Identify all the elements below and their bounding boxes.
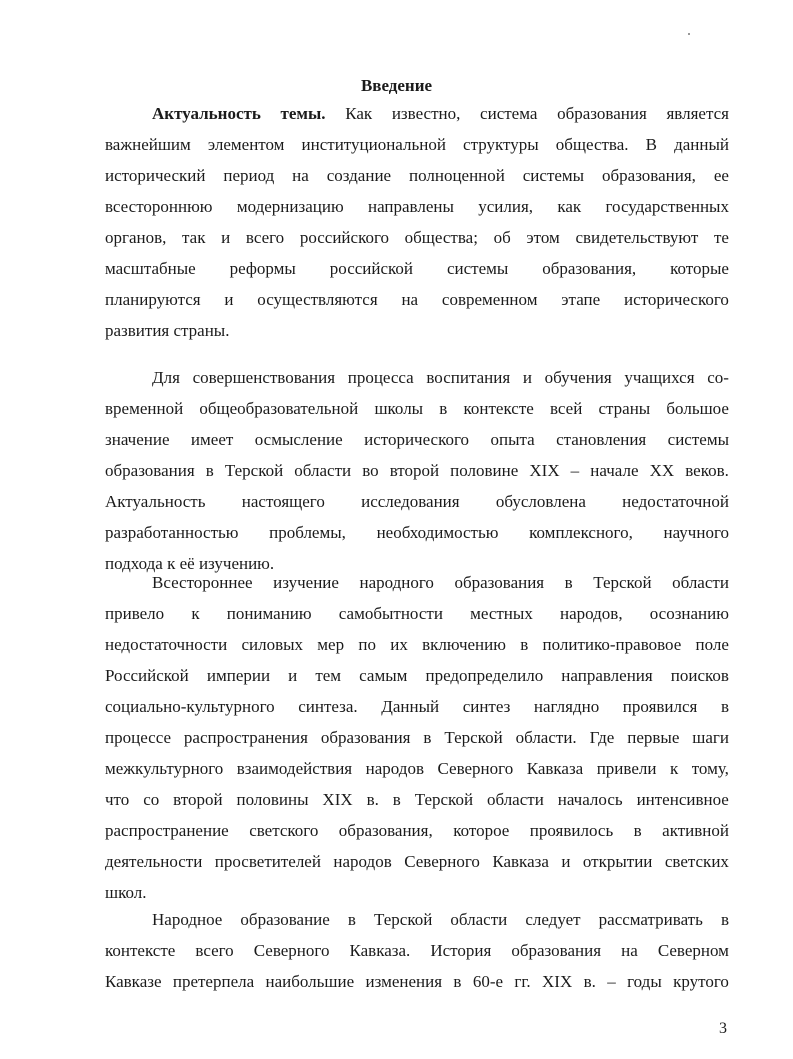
word: образования	[105, 461, 195, 480]
word: общества.	[555, 135, 629, 154]
word: которые	[670, 259, 729, 278]
word: претерпела	[172, 972, 255, 991]
word: недостаточной	[622, 492, 729, 511]
word: 60-е	[472, 972, 504, 991]
word: годы	[627, 972, 662, 991]
word: их	[390, 635, 408, 654]
word: государственных	[605, 197, 729, 216]
word: планируются	[105, 290, 201, 309]
word: образования,	[602, 166, 696, 185]
word: временной	[105, 399, 184, 418]
word: что	[105, 790, 130, 809]
word: Российской	[105, 666, 189, 685]
word: наибольшие	[265, 972, 355, 991]
word: образования,	[542, 259, 637, 278]
word: Северном	[657, 941, 729, 960]
word: –	[607, 972, 616, 991]
word: мер	[317, 635, 345, 654]
word: привело	[105, 604, 165, 623]
word: Северного	[437, 759, 514, 778]
word: народов	[333, 852, 392, 871]
word: комплексного,	[529, 523, 633, 542]
word: просветителей	[214, 852, 321, 871]
word: системы	[522, 166, 585, 185]
paragraph-3-line-7	[105, 757, 729, 781]
word: по	[358, 635, 376, 654]
word: исторического	[364, 430, 470, 449]
word: Терской	[593, 573, 652, 592]
word: этом	[526, 228, 560, 247]
word: ее	[713, 166, 729, 185]
word: синтеза.	[298, 697, 358, 716]
word: образования,	[338, 821, 433, 840]
paragraph-2-line-3	[105, 428, 729, 452]
word: учащихся	[624, 368, 695, 387]
word: страны.	[173, 321, 230, 340]
word: изменения	[365, 972, 443, 991]
word: большое	[666, 399, 729, 418]
paragraph-3-line-11	[105, 881, 147, 905]
word: осмысление	[254, 430, 343, 449]
word: этапе	[561, 290, 601, 309]
word: образования	[557, 104, 647, 123]
word: самым	[359, 666, 408, 685]
word: так	[182, 228, 206, 247]
word: настоящего	[241, 492, 325, 511]
word: к	[191, 604, 200, 623]
bold-word: Актуальность	[152, 104, 261, 123]
word: проявился	[622, 697, 698, 716]
paragraph-3-line-9	[105, 819, 729, 843]
word: контексте	[463, 399, 534, 418]
paragraph-3-line-10	[105, 850, 729, 874]
word: к	[167, 554, 176, 573]
word: начале	[590, 461, 639, 480]
paragraph-2-line-2	[105, 397, 729, 421]
word: модернизацию	[236, 197, 344, 216]
paragraph-2-line-5	[105, 490, 729, 514]
page-number: 3	[719, 1020, 727, 1037]
word: осознанию	[649, 604, 729, 623]
word: разработанностью	[105, 523, 239, 542]
word: и	[288, 666, 298, 685]
word: направлены	[367, 197, 454, 216]
word: и	[522, 368, 532, 387]
section-heading: Введение	[360, 76, 433, 95]
word: области	[672, 573, 729, 592]
word: которое	[453, 821, 510, 840]
word: в	[564, 573, 573, 592]
word: элементом	[207, 135, 285, 154]
word: взаимодействия	[236, 759, 353, 778]
word: исторический	[105, 166, 206, 185]
word: структуры	[463, 135, 539, 154]
word: опыта	[490, 430, 535, 449]
word: наглядно	[533, 697, 600, 716]
word: в	[720, 697, 729, 716]
word: исследования	[361, 492, 460, 511]
word: народов,	[559, 604, 623, 623]
paragraph-1-line-1	[152, 102, 729, 126]
word: в	[633, 821, 642, 840]
word: всей	[549, 399, 583, 418]
word: половине	[450, 461, 519, 480]
word: системы	[667, 430, 729, 449]
word: распространения	[183, 728, 308, 747]
word: полноценной	[408, 166, 505, 185]
word: развития	[105, 321, 170, 340]
word: области	[450, 910, 508, 929]
word: и	[561, 852, 571, 871]
word: в	[453, 972, 462, 991]
word: в	[423, 728, 432, 747]
word: реформы	[229, 259, 296, 278]
paragraph-2-line-6	[105, 521, 729, 545]
word: всестороннюю	[105, 197, 213, 216]
word: XIX	[542, 972, 573, 991]
word: в	[720, 910, 729, 929]
paragraph-1-line-6	[105, 257, 729, 281]
word: подхода	[105, 554, 163, 573]
word: важнейшим	[105, 135, 191, 154]
word: Северного	[253, 941, 330, 960]
word: Кавказе	[105, 972, 162, 991]
word: В	[645, 135, 657, 154]
word: те	[713, 228, 729, 247]
word: к	[669, 759, 679, 778]
word: период	[223, 166, 275, 185]
word: области	[294, 461, 352, 480]
word: политико-правовое	[542, 635, 682, 654]
word: поисков	[670, 666, 729, 685]
word: страны	[598, 399, 651, 418]
word: в	[520, 635, 529, 654]
word: как	[557, 197, 582, 216]
word: открытии	[582, 852, 653, 871]
word: недостаточности	[105, 635, 228, 654]
word: тем	[315, 666, 342, 685]
word: изучению.	[198, 554, 275, 573]
word: деятельности	[105, 852, 203, 871]
word: органов,	[105, 228, 167, 247]
word: известно,	[391, 104, 461, 123]
word: её	[179, 554, 195, 573]
word: поле	[695, 635, 729, 654]
word: общеобразовательной	[199, 399, 359, 418]
word: Северного	[404, 852, 480, 871]
scan-speck	[688, 33, 690, 35]
word: общества;	[404, 228, 478, 247]
word: межкультурного	[105, 759, 224, 778]
word: проявилось	[529, 821, 614, 840]
word: образования	[454, 573, 545, 592]
word: местных	[470, 604, 533, 623]
word: научного	[663, 523, 729, 542]
word: и	[221, 228, 231, 247]
word: включению	[422, 635, 506, 654]
word: является	[666, 104, 729, 123]
word: становления	[556, 430, 647, 449]
paragraph-1-line-2	[105, 133, 729, 157]
word: направления	[561, 666, 653, 685]
paragraph-1-line-8	[105, 319, 229, 343]
word: в.	[366, 790, 379, 809]
word: рассматривать	[598, 910, 703, 929]
word: в	[347, 910, 356, 929]
word: значение	[105, 430, 170, 449]
word: XIX	[322, 790, 353, 809]
word: силовых	[241, 635, 304, 654]
word: Кавказа	[492, 852, 549, 871]
word: синтез	[462, 697, 511, 716]
word: данный	[674, 135, 729, 154]
paragraph-1-line-4	[105, 195, 729, 219]
word: обусловлена	[495, 492, 586, 511]
word: обучения	[544, 368, 612, 387]
word: светских	[664, 852, 729, 871]
word: школы	[374, 399, 424, 418]
word: народного	[359, 573, 434, 592]
word: области.	[515, 728, 577, 747]
word: институциональной	[301, 135, 446, 154]
paragraph-3-line-4	[105, 664, 729, 688]
word: контексте	[105, 941, 176, 960]
word: интенсивное	[636, 790, 729, 809]
word: совершенствования	[192, 368, 336, 387]
word: XIX	[529, 461, 560, 480]
word: в.	[583, 972, 596, 991]
word: второй	[173, 790, 223, 809]
word: Терской	[374, 910, 433, 929]
word: во	[362, 461, 379, 480]
word: необходимостью	[376, 523, 499, 542]
word: половины	[236, 790, 309, 809]
paragraph-2-line-4	[105, 459, 729, 483]
word: Терской	[414, 790, 474, 809]
word: усилия,	[478, 197, 534, 216]
word: Терской	[444, 728, 503, 747]
word: Как	[345, 104, 373, 123]
word: осуществляются	[257, 290, 378, 309]
word: со	[143, 790, 160, 809]
paragraph-1-line-7	[105, 288, 729, 312]
word: российской	[329, 259, 414, 278]
word: –	[570, 461, 580, 480]
word: Где	[589, 728, 615, 747]
paragraph-3-line-5	[105, 695, 729, 719]
word: воспитания	[426, 368, 511, 387]
word: Кавказа.	[349, 941, 411, 960]
word: области	[486, 790, 544, 809]
paragraph-4-line-2	[105, 939, 729, 963]
word: народов	[365, 759, 424, 778]
word: всего	[245, 228, 285, 247]
word: система	[480, 104, 538, 123]
word: на	[401, 290, 419, 309]
word: Для	[152, 368, 180, 387]
paragraph-3-line-2	[105, 602, 729, 626]
paragraph-4-line-3	[105, 970, 729, 994]
word: Терской	[224, 461, 284, 480]
word: на	[621, 941, 638, 960]
word: на	[292, 166, 309, 185]
word: самобытности	[338, 604, 443, 623]
word: пониманию	[226, 604, 312, 623]
word: и	[224, 290, 234, 309]
paragraph-1-line-5	[105, 226, 729, 250]
word: следует	[525, 910, 581, 929]
word: современном	[441, 290, 538, 309]
word: распространение	[105, 821, 229, 840]
word: История	[430, 941, 492, 960]
word: процесса	[347, 368, 414, 387]
word: первые	[627, 728, 680, 747]
word: проблемы,	[269, 523, 346, 542]
paragraph-1-line-3	[105, 164, 729, 188]
word: образования	[511, 941, 602, 960]
word: шаги	[692, 728, 729, 747]
word: процессе	[105, 728, 172, 747]
word: создание	[326, 166, 392, 185]
word: крутого	[673, 972, 729, 991]
word: активной	[662, 821, 729, 840]
word: в	[439, 399, 448, 418]
word: Данный	[381, 697, 440, 716]
paragraph-2-line-1	[152, 366, 729, 390]
word: Всестороннее	[152, 573, 253, 592]
word: образование	[240, 910, 330, 929]
word: Народное	[152, 910, 223, 929]
word: тому,	[691, 759, 729, 778]
word: образования	[320, 728, 411, 747]
word: изучение	[273, 573, 339, 592]
word: в	[392, 790, 401, 809]
paragraph-3-line-6	[105, 726, 729, 750]
word: системы	[446, 259, 509, 278]
paragraph-3-line-1	[152, 571, 729, 595]
word: исторического	[623, 290, 729, 309]
word: в	[205, 461, 214, 480]
word: светского	[249, 821, 319, 840]
word: со-	[707, 368, 729, 387]
word: Кавказа	[526, 759, 584, 778]
word: веков.	[685, 461, 729, 480]
paragraph-4-line-1	[152, 908, 729, 932]
word: привели	[596, 759, 657, 778]
word: второй	[389, 461, 440, 480]
word: об	[493, 228, 511, 247]
word: предопределило	[425, 666, 544, 685]
word: империи	[206, 666, 271, 685]
word: российского	[299, 228, 390, 247]
word: имеет	[190, 430, 234, 449]
word: гг.	[514, 972, 531, 991]
word: свидетельствуют	[575, 228, 699, 247]
word: социально-культурного	[105, 697, 275, 716]
paragraph-3-line-8	[105, 788, 729, 812]
word: школ.	[105, 883, 147, 902]
word: Актуальность	[105, 492, 206, 511]
paragraph-3-line-3	[105, 633, 729, 657]
word: XX	[649, 461, 675, 480]
word: всего	[195, 941, 234, 960]
bold-word: темы.	[280, 104, 326, 123]
word: масштабные	[105, 259, 196, 278]
word: началось	[557, 790, 623, 809]
